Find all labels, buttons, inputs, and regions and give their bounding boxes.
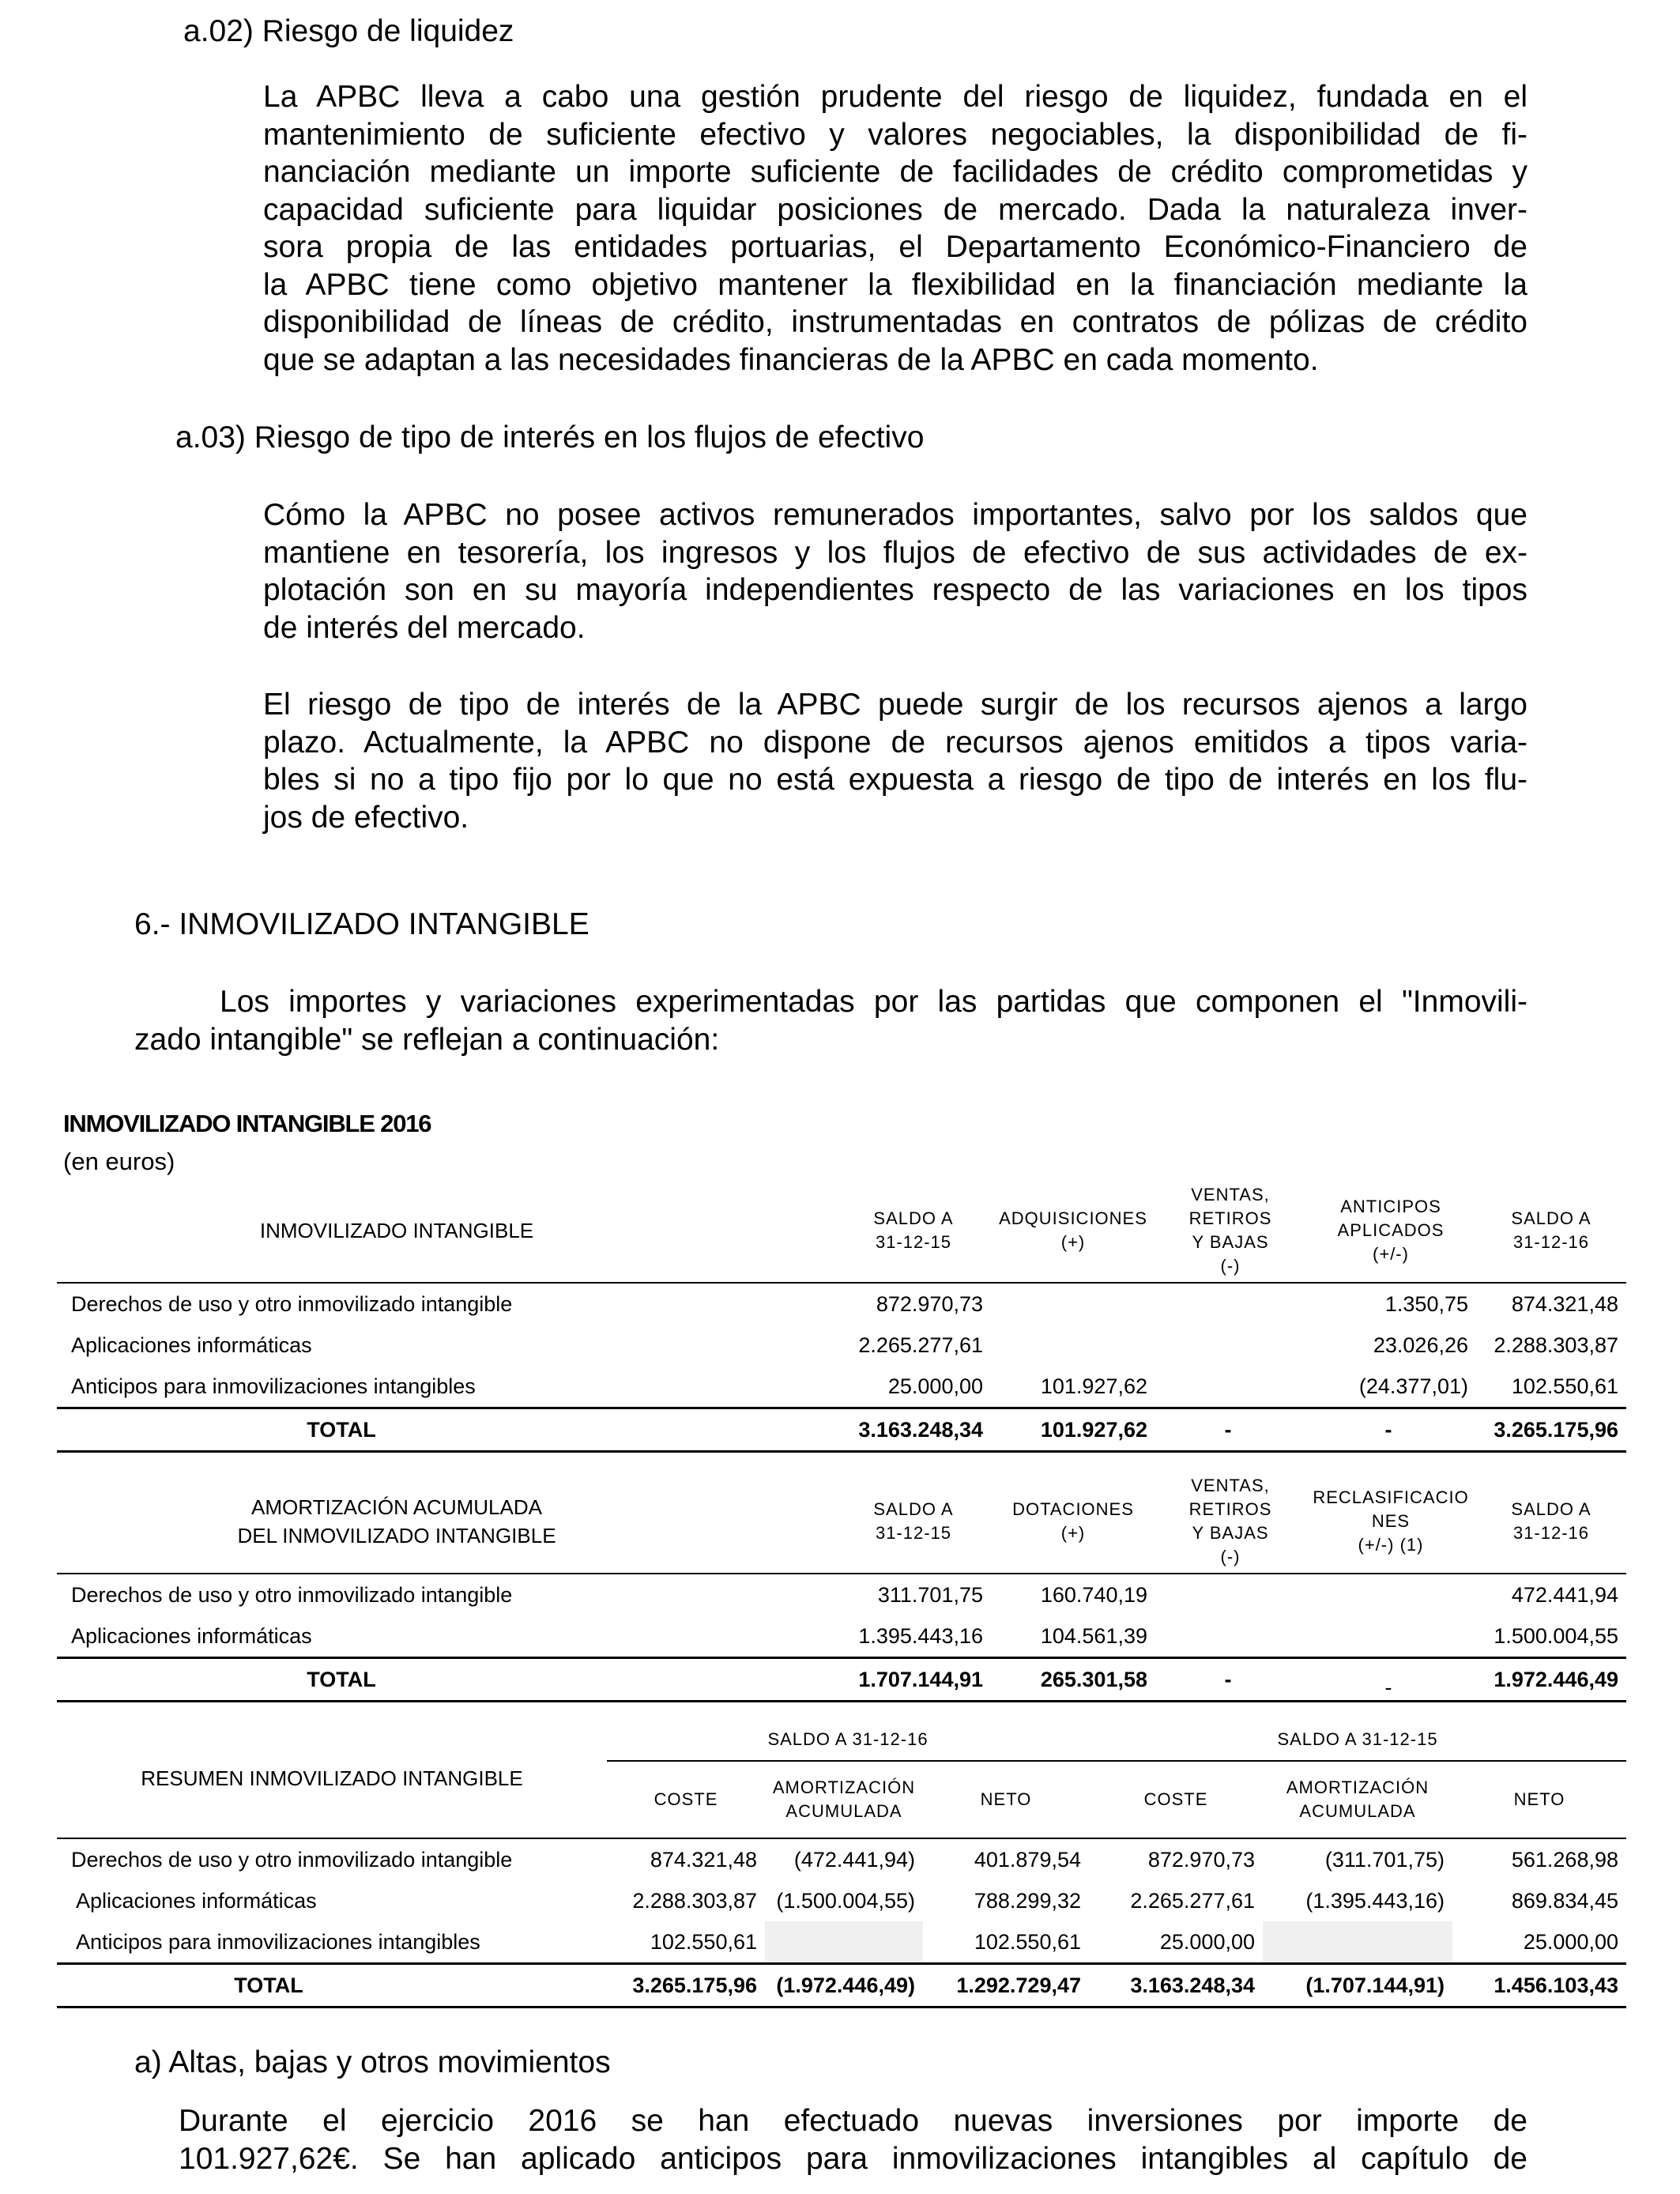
- table-row: [57, 1880, 1626, 1921]
- cell: [1155, 1283, 1305, 1325]
- cell: -: [1305, 1658, 1476, 1702]
- text-line: sora propia de las entidades portuarias, el Departamento Económico-Financiero de: [263, 230, 1527, 264]
- section-a02-title: a.02) Riesgo de liquidez: [183, 14, 514, 48]
- table-row: [57, 1574, 1626, 1615]
- row-label: Anticipos para inmovilizaciones intangibles: [57, 1921, 607, 1964]
- total-label: TOTAL: [57, 1964, 607, 2007]
- cell: [1155, 1615, 1305, 1658]
- cell: 872.970,73: [736, 1283, 991, 1325]
- header-cell: AMORTIZACIÓN ACUMULADA: [772, 1777, 916, 1821]
- table-row: [57, 1366, 1626, 1408]
- text-line: capacidad suficiente para liquidar posiciones de mercado. Dada la naturaleza inver-: [263, 192, 1527, 227]
- cell: -: [1155, 1408, 1305, 1452]
- header-cell: SALDO A 31-12-15: [873, 1499, 954, 1543]
- cell: 25.000,00: [1452, 1921, 1626, 1964]
- cell: 401.879,54: [923, 1838, 1089, 1880]
- header-cell: COSTE: [1143, 1789, 1208, 1809]
- cell: [1155, 1366, 1305, 1408]
- cell: 3.163.248,34: [1089, 1964, 1263, 2007]
- cell: [991, 1283, 1155, 1325]
- cell: 23.026,26: [1373, 1333, 1468, 1357]
- header-cell: VENTAS, RETIROS Y BAJAS (-): [1188, 1476, 1272, 1566]
- header-cell: INMOVILIZADO INTANGIBLE: [259, 1219, 534, 1242]
- table-total-row: [57, 1658, 1626, 1702]
- table-unit: (en euros): [63, 1148, 175, 1175]
- text-line: Cómo la APBC no posee activos remunerados importantes, salvo por los saldos que: [263, 498, 1527, 532]
- text-line: la APBC tiene como objetivo mantener la flexibilidad en la financiación mediante la: [263, 267, 1527, 302]
- table-total-row: [57, 1964, 1626, 2007]
- header-cell: COSTE: [654, 1789, 718, 1809]
- cell: (1.500.004,55): [776, 1888, 915, 1913]
- cell: 25.000,00: [736, 1366, 991, 1408]
- table-row: [57, 1921, 1626, 1964]
- cell: [1155, 1325, 1305, 1366]
- cell: 2.265.277,61: [1130, 1888, 1255, 1913]
- header-cell: VENTAS, RETIROS Y BAJAS (-): [1188, 1185, 1272, 1276]
- row-label: Aplicaciones informáticas: [71, 1333, 312, 1357]
- header-cell: AMORTIZACIÓN ACUMULADA DEL INMOVILIZADO INTANGIBLE: [237, 1495, 556, 1547]
- cell: 874.321,48: [607, 1838, 765, 1880]
- table-header-row: [57, 1470, 1626, 1574]
- table-row: [57, 1325, 1626, 1366]
- cell: 1.292.729,47: [923, 1964, 1089, 2007]
- section-6-title: 6.- INMOVILIZADO INTANGIBLE: [134, 907, 590, 941]
- cell: 2.288.303,87: [1494, 1333, 1618, 1357]
- header-group-2016: SALDO A 31-12-16: [607, 1719, 1089, 1761]
- cell: 1.500.004,55: [1476, 1615, 1626, 1658]
- header-cell: ADQUISICIONES (+): [999, 1208, 1147, 1252]
- cell: 265.301,58: [991, 1658, 1155, 1702]
- cell: 102.550,61: [923, 1921, 1089, 1964]
- section-a02-paragraph: [263, 78, 1527, 379]
- section-a03-title: a.03) Riesgo de tipo de interés en los flujos de efectivo: [175, 420, 925, 454]
- row-label: Aplicaciones informáticas: [76, 1888, 317, 1913]
- cell: 25.000,00: [1089, 1921, 1263, 1964]
- text-line: bles si no a tipo fijo por lo que no está expuesta a riesgo de tipo de interés en los flu-: [263, 763, 1527, 797]
- text-line: plotación son en su mayoría independientes respecto de las variaciones en los tipos: [263, 573, 1527, 607]
- section-a03-paragraph-2: [263, 686, 1527, 836]
- text-line: La APBC lleva a cabo una gestión prudente del riesgo de liquidez, fundada en el: [263, 80, 1527, 114]
- total-label: TOTAL: [57, 1408, 736, 1452]
- row-label: Derechos de uso y otro inmovilizado intangible: [57, 1838, 607, 1880]
- cell: 869.834,45: [1511, 1888, 1618, 1913]
- header-cell: AMORTIZACIÓN ACUMULADA: [1286, 1777, 1430, 1821]
- table-inmovilizado-intangible: [57, 1179, 1626, 1453]
- header-group-2015: SALDO A 31-12-15: [1089, 1719, 1626, 1761]
- cell: [1305, 1615, 1476, 1658]
- text-line: de interés del mercado.: [263, 610, 586, 645]
- cell: 561.268,98: [1452, 1838, 1626, 1880]
- table-row: [57, 1838, 1626, 1880]
- cell: 872.970,73: [1089, 1838, 1263, 1880]
- cell: 104.561,39: [991, 1615, 1155, 1658]
- header-cell: SALDO A 31-12-16: [1511, 1499, 1591, 1543]
- cell: [1305, 1574, 1476, 1615]
- cell: [1263, 1921, 1452, 1964]
- cell: 1.395.443,16: [736, 1615, 991, 1658]
- text-line: mantenimiento de suficiente efectivo y valores negociables, la disponibilidad de fi-: [263, 117, 1527, 152]
- row-label: Derechos de uso y otro inmovilizado intangible: [57, 1283, 736, 1325]
- text-line: El riesgo de tipo de interés de la APBC puede surgir de los recursos ajenos a largo: [263, 688, 1527, 722]
- section-6-intro: [134, 983, 1527, 1058]
- cell: (472.441,94): [765, 1838, 923, 1880]
- cell: 1.972.446,49: [1476, 1658, 1626, 1702]
- cell: 874.321,48: [1476, 1283, 1626, 1325]
- header-cell: DOTACIONES (+): [1012, 1499, 1134, 1543]
- cell: 788.299,32: [974, 1888, 1081, 1913]
- cell: (1.395.443,16): [1305, 1888, 1445, 1913]
- text-line: mantiene en tesorería, los ingresos y los flujos de efectivo de sus actividades de ex-: [263, 535, 1527, 570]
- cell: 3.265.175,96: [1476, 1408, 1626, 1452]
- table-title: INMOVILIZADO INTANGIBLE 2016: [63, 1110, 431, 1137]
- cell: -: [1155, 1658, 1305, 1702]
- cell: 2.288.303,87: [632, 1888, 757, 1913]
- header-cell: RESUMEN INMOVILIZADO INTANGIBLE: [141, 1766, 523, 1790]
- text-line: plazo. Actualmente, la APBC no dispone de recursos ajenos emitidos a tipos varia-: [263, 725, 1527, 760]
- table-resumen-inmovilizado: [57, 1719, 1626, 2008]
- table-row: [57, 1283, 1626, 1325]
- table-total-row: [57, 1408, 1626, 1452]
- section-a03-paragraph-1: [263, 496, 1527, 647]
- row-label: Derechos de uso y otro inmovilizado intangible: [57, 1574, 736, 1615]
- cell: (311.701,75): [1263, 1838, 1452, 1880]
- text-line: que se adaptan a las necesidades financieras de la APBC en cada momento.: [263, 342, 1319, 377]
- table-row: [57, 1615, 1626, 1658]
- table-header-group-row: [57, 1719, 1626, 1761]
- text-line: Durante el ejercicio 2016 se han efectuado nuevas inversiones por importe de: [179, 2104, 1527, 2138]
- text-line: disponibilidad de líneas de crédito, instrumentadas en contratos de pólizas de crédito: [263, 305, 1527, 339]
- header-cell: SALDO A 31-12-15: [873, 1208, 954, 1252]
- cell: 472.441,94: [1476, 1574, 1626, 1615]
- cell: 311.701,75: [736, 1574, 991, 1615]
- row-label: Aplicaciones informáticas: [57, 1615, 736, 1658]
- row-label: Anticipos para inmovilizaciones intangibles: [57, 1366, 736, 1408]
- text-line: zado intangible" se reflejan a continuación:: [134, 1022, 720, 1057]
- cell: -: [1305, 1408, 1476, 1452]
- cell: 160.740,19: [991, 1574, 1155, 1615]
- cell: 102.550,61: [1476, 1366, 1626, 1408]
- header-cell: NETO: [980, 1789, 1032, 1809]
- text-line: 101.927,62€. Se han aplicado anticipos para inmovilizaciones intangibles al capítulo de: [179, 2141, 1527, 2176]
- cell: (1.972.446,49): [765, 1964, 923, 2007]
- text-line: nanciación mediante un importe suficiente de facilidades de crédito comprometidas y: [263, 155, 1527, 189]
- cell: [765, 1921, 923, 1964]
- table-amortizacion-acumulada: [57, 1470, 1626, 1702]
- table-header-row: [57, 1179, 1626, 1283]
- cell: 1.707.144,91: [736, 1658, 991, 1702]
- header-cell: RECLASIFICACIO NES (+/-) (1): [1313, 1487, 1469, 1555]
- section-altas-title: a) Altas, bajas y otros movimientos: [134, 2045, 611, 2079]
- section-altas-paragraph: [179, 2102, 1527, 2177]
- header-cell: SALDO A 31-12-16: [1511, 1208, 1591, 1252]
- cell: (24.377,01): [1305, 1366, 1476, 1408]
- cell: 1.456.103,43: [1452, 1964, 1626, 2007]
- cell: (1.707.144,91): [1263, 1964, 1452, 2007]
- cell: [1155, 1574, 1305, 1615]
- cell: 1.350,75: [1305, 1283, 1476, 1325]
- cell: 101.927,62: [991, 1366, 1155, 1408]
- cell: 102.550,61: [607, 1921, 765, 1964]
- total-label: TOTAL: [57, 1658, 736, 1702]
- header-cell: NETO: [1513, 1789, 1565, 1809]
- cell: [991, 1325, 1155, 1366]
- text-line: Los importes y variaciones experimentadas por las partidas que componen el "Inmovili-: [220, 985, 1527, 1019]
- header-cell: ANTICIPOS APLICADOS (+/-): [1337, 1197, 1445, 1264]
- cell: 2.265.277,61: [858, 1333, 983, 1357]
- cell: 3.163.248,34: [736, 1408, 991, 1452]
- text-line: jos de efectivo.: [263, 800, 469, 835]
- cell: 3.265.175,96: [607, 1964, 765, 2007]
- cell: 101.927,62: [991, 1408, 1155, 1452]
